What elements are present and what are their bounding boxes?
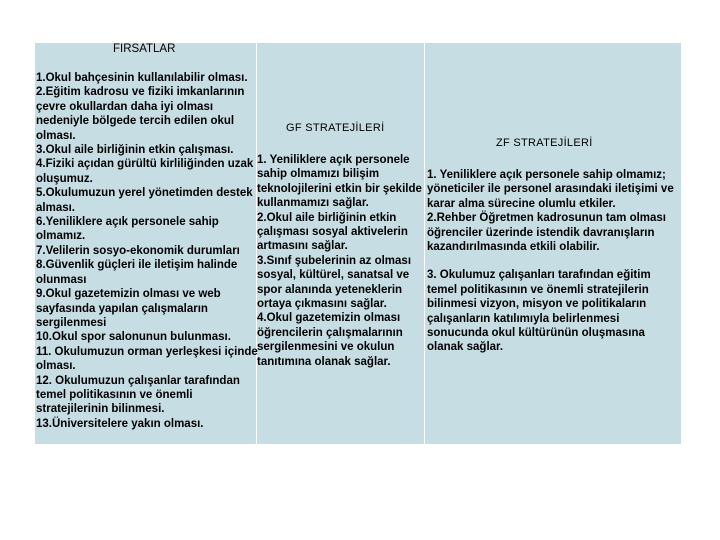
strategy-table — [35, 43, 681, 444]
list-item: 6.Yeniliklere açık personele sahip olmamız. — [36, 216, 219, 243]
list-item: 5.Okulumuzun yerel yönetimden destek alması. — [36, 187, 253, 214]
list-item: 13.Üniversitelere yakın olması. — [36, 417, 204, 430]
firsatlar-heading: FIRSATLAR — [113, 43, 176, 55]
list-item: 4.Okul gazetemizin olması öğrencilerin çalışmalarının sergilenmesini ve okulun tanıtımına olanak sağlar. — [257, 312, 403, 368]
list-item: 3.Okul aile birliğinin etkin çalışması. — [36, 144, 234, 157]
list-item: 4.Fiziki açıdan gürültü kirliliğinden uzak oluşumuz. — [36, 158, 254, 185]
list-item: 7.Velilerin sosyo-ekonomik durumları — [36, 244, 240, 257]
gf-heading: GF STRATEJİLERİ — [286, 122, 385, 134]
list-item: 1. Yeniliklere açık personele sahip olmamızı bilişim teknolojilerini etkin bir şekilde kullanmamızı sağlar. — [257, 154, 422, 210]
list-item: 9.Okul gazetemizin olması ve web sayfasında yapılan çalışmaların sergilenmesi — [36, 288, 221, 329]
list-item: 2.Okul aile birliğinin etkin çalışması sosyal aktivelerin artmasını sağlar. — [257, 211, 408, 253]
list-item: 3.Sınıf şubelerinin az olması sosyal, kültürel, sanatsal ve spor alanında yeteneklerin ortaya çıkmasını sağlar. — [257, 254, 412, 311]
firsatlar-list — [36, 71, 258, 431]
list-item: 2.Eğitim kadrosu ve fiziki imkanlarının çevre okullardan daha iyi olması nedeniyle bölgede tercih edilen okul olması. — [36, 86, 245, 142]
list-item: 3. Okulumuz çalışanları tarafından eğitim temel politikasının ve önemli stratejilerin bilinmesi vizyon, misyon ve politikaların çalışanların katılımıyla belirlenmesi sonucunda okul kültürünün oluşmasına olanak sağlar. — [427, 269, 651, 354]
zf-heading: ZF STRATEJİLERİ — [496, 137, 593, 149]
list-item: 12. Okulumuzun çalışanlar tarafından temel politikasının ve önemli stratejilerinin bilinmesi. — [36, 374, 240, 416]
gf-list — [257, 153, 423, 369]
list-item: 1. Yeniliklere açık personele sahip olmamız; yöneticiler ile personel arasındaki iletişimi ve karar alma sürecine olumlu etkiler. — [427, 169, 674, 210]
list-item: 11. Okulumuzun orman yerleşkesi içinde olması. — [36, 345, 258, 373]
list-item: 8.Güvenlik güçleri ile iletişim halinde olunması — [36, 259, 238, 286]
list-item: 2.Rehber Öğretmen kadrosunun tam olması öğrenciler üzerinde istendik davranışların kazandırılmasında etkili olabilir. — [427, 212, 667, 254]
zf-list — [427, 168, 681, 355]
list-item: 1.Okul bahçesinin kullanılabilir olması. — [36, 72, 248, 84]
list-item: 10.Okul spor salonunun bulunması. — [36, 331, 231, 344]
